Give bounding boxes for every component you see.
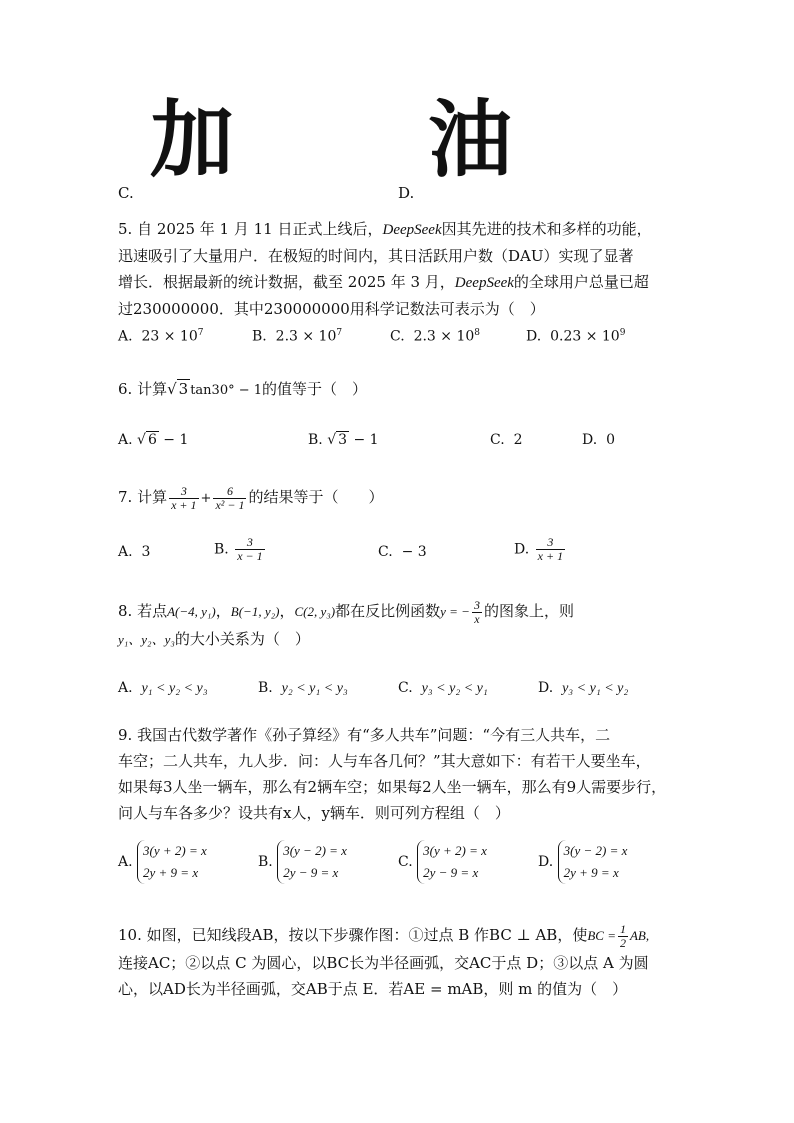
q9-line-1: 9. 我国古代数学著作《孙子算经》有“多人共车”问题：“今有三人共车，二	[118, 726, 611, 744]
q9-option-b: B. 3(y − 2) = x 2y − 9 = x	[258, 840, 347, 884]
q5-line-1: 5. 自 2025 年 1 月 11 日正式上线后，DeepSeek因其先进的技术和多样的功能，	[118, 220, 652, 238]
question-9	[118, 722, 678, 826]
q9-option-c: C. 3(y + 2) = x 2y − 9 = x	[398, 840, 487, 884]
question-6: 6. 计算√ 3 tan30° − 1的值等于（ ）	[118, 380, 368, 398]
q10-line-1: 10. 如图，已知线段AB，按以下步骤作图：①过点 B 作BC ⊥ AB，使BC = $\frac{1}{2}$ AB,	[118, 921, 650, 950]
q5-option-a: A. $23 \times 10^7$	[118, 328, 204, 345]
q7-option-d: D. $\frac{3}{x + 1}$	[514, 535, 564, 563]
q8-line-2: y₁、y₂、y₃的大小关系为（ ）	[118, 629, 310, 648]
q5-line-2: 迅速吸引了大量用户．在极短的时间内，其日活跃用户数（DAU）实现了显著	[118, 247, 634, 265]
q8-option-c: C. y₃ < y₂ < y₁	[398, 680, 488, 696]
q9-option-a: A. 3(y + 2) = x 2y + 9 = x	[118, 840, 207, 884]
q7-option-c: C. − 3	[378, 544, 427, 560]
question-10	[118, 922, 688, 1002]
q8-option-b: B. y₂ < y₁ < y₃	[258, 680, 348, 696]
q6-option-b: B. √ 3 − 1	[308, 432, 379, 448]
q5-option-c: C. $2.3 \times 10^8$	[390, 328, 481, 345]
q9-line-3: 如果每3人坐一辆车，那么有2辆车空；如果每2人坐一辆车，那么有9人需要步行，	[118, 778, 667, 796]
q6-option-a: A. √ 6 − 1	[118, 432, 189, 448]
q9-line-2: 车空；二人共车，九人步．问：人与车各几何？”其大意如下：有若干人要坐车，	[118, 752, 651, 770]
option-d-glyph: 油	[428, 91, 519, 189]
option-c-label: C.	[118, 184, 134, 202]
q7-option-b: B. $\frac{3}{x - 1}$	[214, 535, 263, 563]
q8-option-d: D. y₃ < y₁ < y₂	[538, 680, 629, 696]
q10-line-2: 连接AC；②以点 C 为圆心，以BC长为半径画弧，交AC于点 D；③以点 A 为圆	[118, 953, 649, 972]
q5-line-4: 过230000000．其中230000000用科学记数法可表示为（ ）	[118, 300, 545, 318]
option-c-glyph: 加	[150, 91, 241, 189]
q9-line-4: 问人与车各多少？设共有x人，y辆车．则可列方程组（ ）	[118, 804, 510, 822]
q8-option-a: A. y₁ < y₂ < y₃	[118, 680, 208, 696]
q6-option-d: D. 0	[582, 432, 616, 448]
question-7: 7. 计算 $\frac{3}{x + 1}$ + $\frac{6}{\text{x² − 1}}$ 的结果等于（ ）	[118, 483, 384, 512]
q5-line-3: 增长．根据最新的统计数据，截至 2025 年 3 月，DeepSeek的全球用户总量已超	[118, 273, 649, 291]
q5-option-b: B. $2.3 \times 10^7$	[252, 328, 343, 345]
q8-line-1: 8. 若点A(−4, y₁)，B(−1, y₂)，C(2, y₃)都在反比例函数y = − $\frac{3}{x}$ 的图象上，则	[118, 597, 574, 626]
option-d-label: D.	[398, 184, 415, 202]
question-8	[118, 598, 678, 653]
q9-option-d: D. 3(y − 2) = x 2y + 9 = x	[538, 840, 627, 884]
q10-line-3: 心，以AD长为半径画弧，交AB于点 E．若AE = mAB，则 m 的值为（ ）	[118, 979, 628, 998]
question-5	[118, 216, 678, 322]
q7-option-a: A. 3	[118, 544, 151, 560]
q6-option-c: C. 2	[490, 432, 523, 448]
q5-option-d: D. $0.23 \times 10^9$	[526, 328, 626, 345]
